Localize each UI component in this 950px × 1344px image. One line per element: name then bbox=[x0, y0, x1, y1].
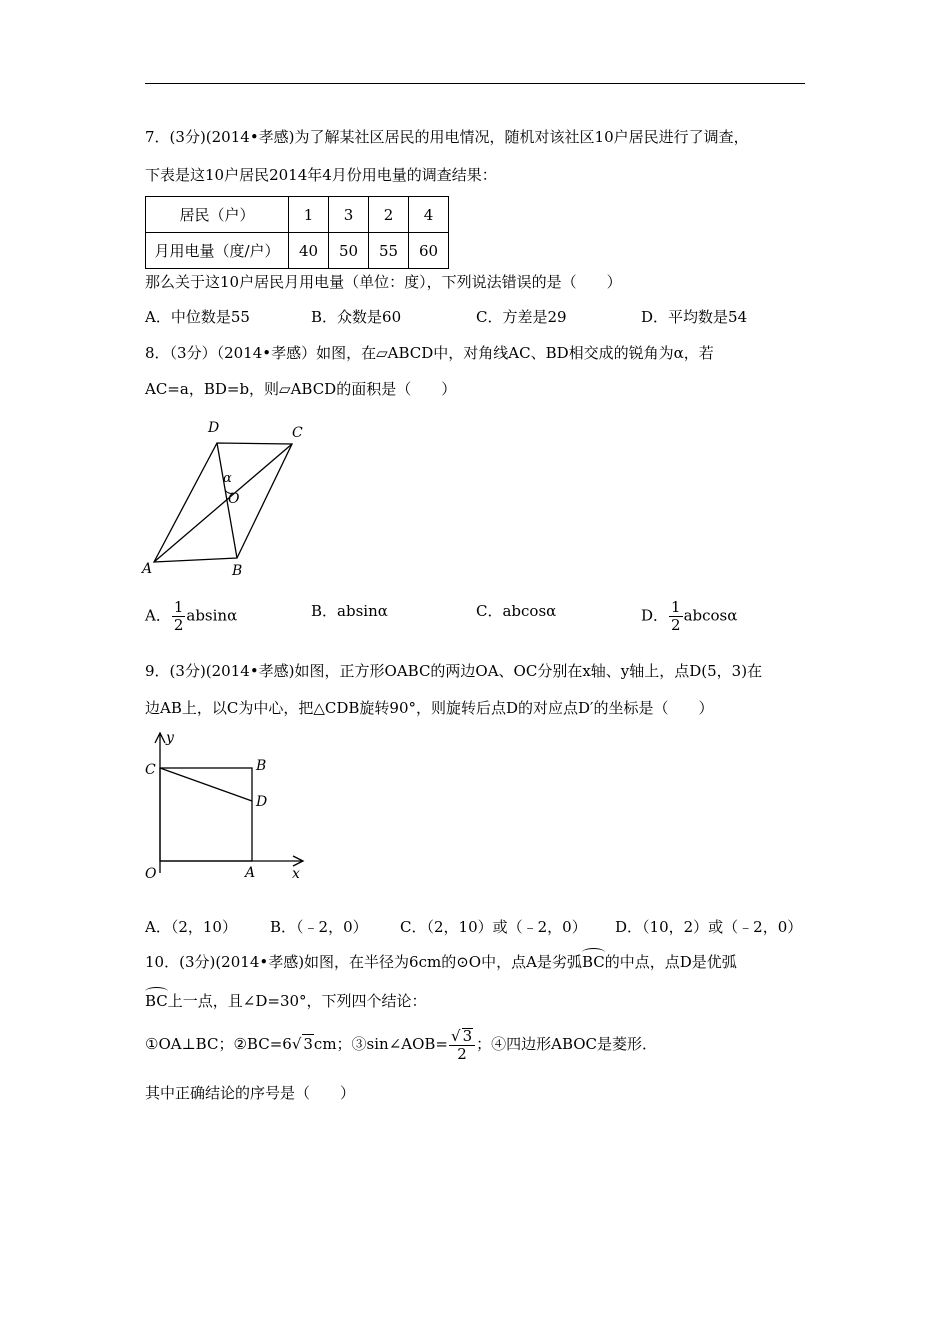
label-y: y bbox=[166, 730, 174, 746]
q10-text: 的中点，点D是优弧 bbox=[604, 953, 737, 971]
q9-stem-line2: 边AB上，以C为中心，把△CDB旋转90°，则旋转后点D的对应点D′的坐标是（ ） bbox=[145, 699, 714, 717]
fraction-half bbox=[172, 600, 186, 633]
q8-option-a[interactable] bbox=[145, 600, 237, 633]
label-d: D bbox=[208, 420, 220, 436]
q7-option-b[interactable]: B．众数是60 bbox=[311, 308, 402, 326]
label-x: x bbox=[292, 866, 300, 882]
table-row bbox=[146, 197, 449, 233]
q10-text: 上一点，且∠D=30°，下列四个结论： bbox=[167, 992, 427, 1010]
segment-cd bbox=[160, 768, 252, 801]
table-row-header: 居民（户） bbox=[146, 197, 289, 233]
q10-stem-line2 bbox=[145, 990, 427, 1011]
diagonal-ac bbox=[154, 444, 292, 562]
sqrt-sign: √ bbox=[291, 1035, 302, 1053]
fraction-half bbox=[669, 600, 683, 633]
table-cell: 40 bbox=[289, 233, 329, 269]
q7-question: 那么关于这10户居民月用电量（单位：度），下列说法错误的是（ ） bbox=[145, 273, 622, 291]
table-cell: 1 bbox=[289, 197, 329, 233]
label-a: A bbox=[245, 865, 256, 881]
option-label: A． bbox=[145, 606, 171, 625]
q10-question: 其中正确结论的序号是（ ） bbox=[145, 1084, 356, 1102]
table-row-header: 月用电量（度/户） bbox=[146, 233, 289, 269]
sqrt-radicand: 3 bbox=[303, 1035, 313, 1053]
q8-option-d[interactable] bbox=[641, 600, 737, 633]
q10-stem-line1 bbox=[145, 951, 737, 972]
header-rule bbox=[145, 83, 805, 84]
q7-usage-table bbox=[145, 196, 449, 269]
q9-option-c[interactable]: C．（2，10）或（﹣2，0） bbox=[400, 918, 587, 936]
conclusion-text: cm；③sin∠AOB= bbox=[313, 1035, 448, 1053]
table-cell: 3 bbox=[329, 197, 369, 233]
fraction-numerator: 1 bbox=[671, 598, 681, 616]
square-oabc bbox=[160, 768, 252, 861]
fraction-sqrt3-over-2 bbox=[449, 1028, 475, 1062]
q8-parallelogram-figure bbox=[140, 415, 315, 580]
q7-stem-line2: 下表是这10户居民2014年4月份用电量的调查结果： bbox=[145, 166, 497, 184]
table-row bbox=[146, 233, 449, 269]
q7-stem-line1: 7．(3分)(2014•孝感)为了解某社区居民的用电情况，随机对该社区10户居民进行了调查， bbox=[145, 128, 749, 146]
q8-stem-line1: 8．（3分）（2014•孝感）如图，在▱ABCD中，对角线AC、BD相交成的锐角为α，若 bbox=[145, 344, 714, 362]
arc-bc: BC bbox=[581, 953, 605, 971]
q9-square-figure bbox=[140, 728, 315, 888]
option-expression: abcosα bbox=[683, 606, 738, 625]
fraction-numerator: 1 bbox=[173, 598, 184, 616]
conclusion-text: ①OA⊥BC；②BC=6 bbox=[145, 1035, 292, 1053]
sqrt-sign: √ bbox=[451, 1027, 461, 1045]
conclusion-text: ；④四边形ABOC是菱形． bbox=[476, 1035, 658, 1053]
label-o: O bbox=[145, 866, 157, 882]
label-o: O bbox=[228, 491, 240, 507]
label-c: C bbox=[292, 425, 303, 441]
fraction-denominator: 2 bbox=[671, 616, 681, 634]
q9-option-d[interactable]: D．（10，2）或（﹣2，0） bbox=[615, 918, 803, 936]
sqrt-radicand: 3 bbox=[462, 1027, 473, 1045]
option-expression: absinα bbox=[186, 606, 238, 625]
label-b: B bbox=[256, 758, 267, 774]
option-label: D． bbox=[641, 606, 669, 625]
table-cell: 55 bbox=[369, 233, 409, 269]
label-d: D bbox=[256, 794, 268, 810]
fraction-numerator bbox=[449, 1028, 475, 1046]
q9-option-a[interactable]: A．（2，10） bbox=[145, 918, 237, 936]
q9-option-b[interactable]: B．（﹣2，0） bbox=[270, 918, 368, 936]
q8-stem-line2: AC=a，BD=b，则▱ABCD的面积是（ ） bbox=[145, 380, 457, 398]
q8-option-b[interactable]: B．absinα bbox=[311, 602, 388, 620]
fraction-denominator: 2 bbox=[173, 616, 184, 634]
table-cell: 50 bbox=[329, 233, 369, 269]
arc-bc: BC bbox=[145, 992, 168, 1010]
label-alpha: α bbox=[223, 471, 232, 486]
label-a: A bbox=[142, 561, 153, 577]
q9-stem-line1: 9．(3分)(2014•孝感)如图，正方形OABC的两边OA、OC分别在x轴、y轴上，点D(5，3)在 bbox=[145, 662, 763, 680]
q7-option-d[interactable]: D．平均数是54 bbox=[641, 308, 748, 326]
q8-option-c[interactable]: C．abcosα bbox=[476, 602, 557, 620]
table-cell: 4 bbox=[409, 197, 449, 233]
table-cell: 2 bbox=[369, 197, 409, 233]
q7-option-c[interactable]: C．方差是29 bbox=[476, 308, 567, 326]
q10-conclusions bbox=[145, 1028, 657, 1062]
q7-option-a[interactable]: A．中位数是55 bbox=[145, 308, 250, 326]
label-c: C bbox=[145, 762, 156, 778]
fraction-denominator: 2 bbox=[457, 1045, 467, 1063]
label-b: B bbox=[232, 563, 243, 579]
q10-text: 10．(3分)(2014•孝感)如图，在半径为6cm的⊙O中，点A是劣弧 bbox=[145, 953, 582, 971]
table-cell: 60 bbox=[409, 233, 449, 269]
